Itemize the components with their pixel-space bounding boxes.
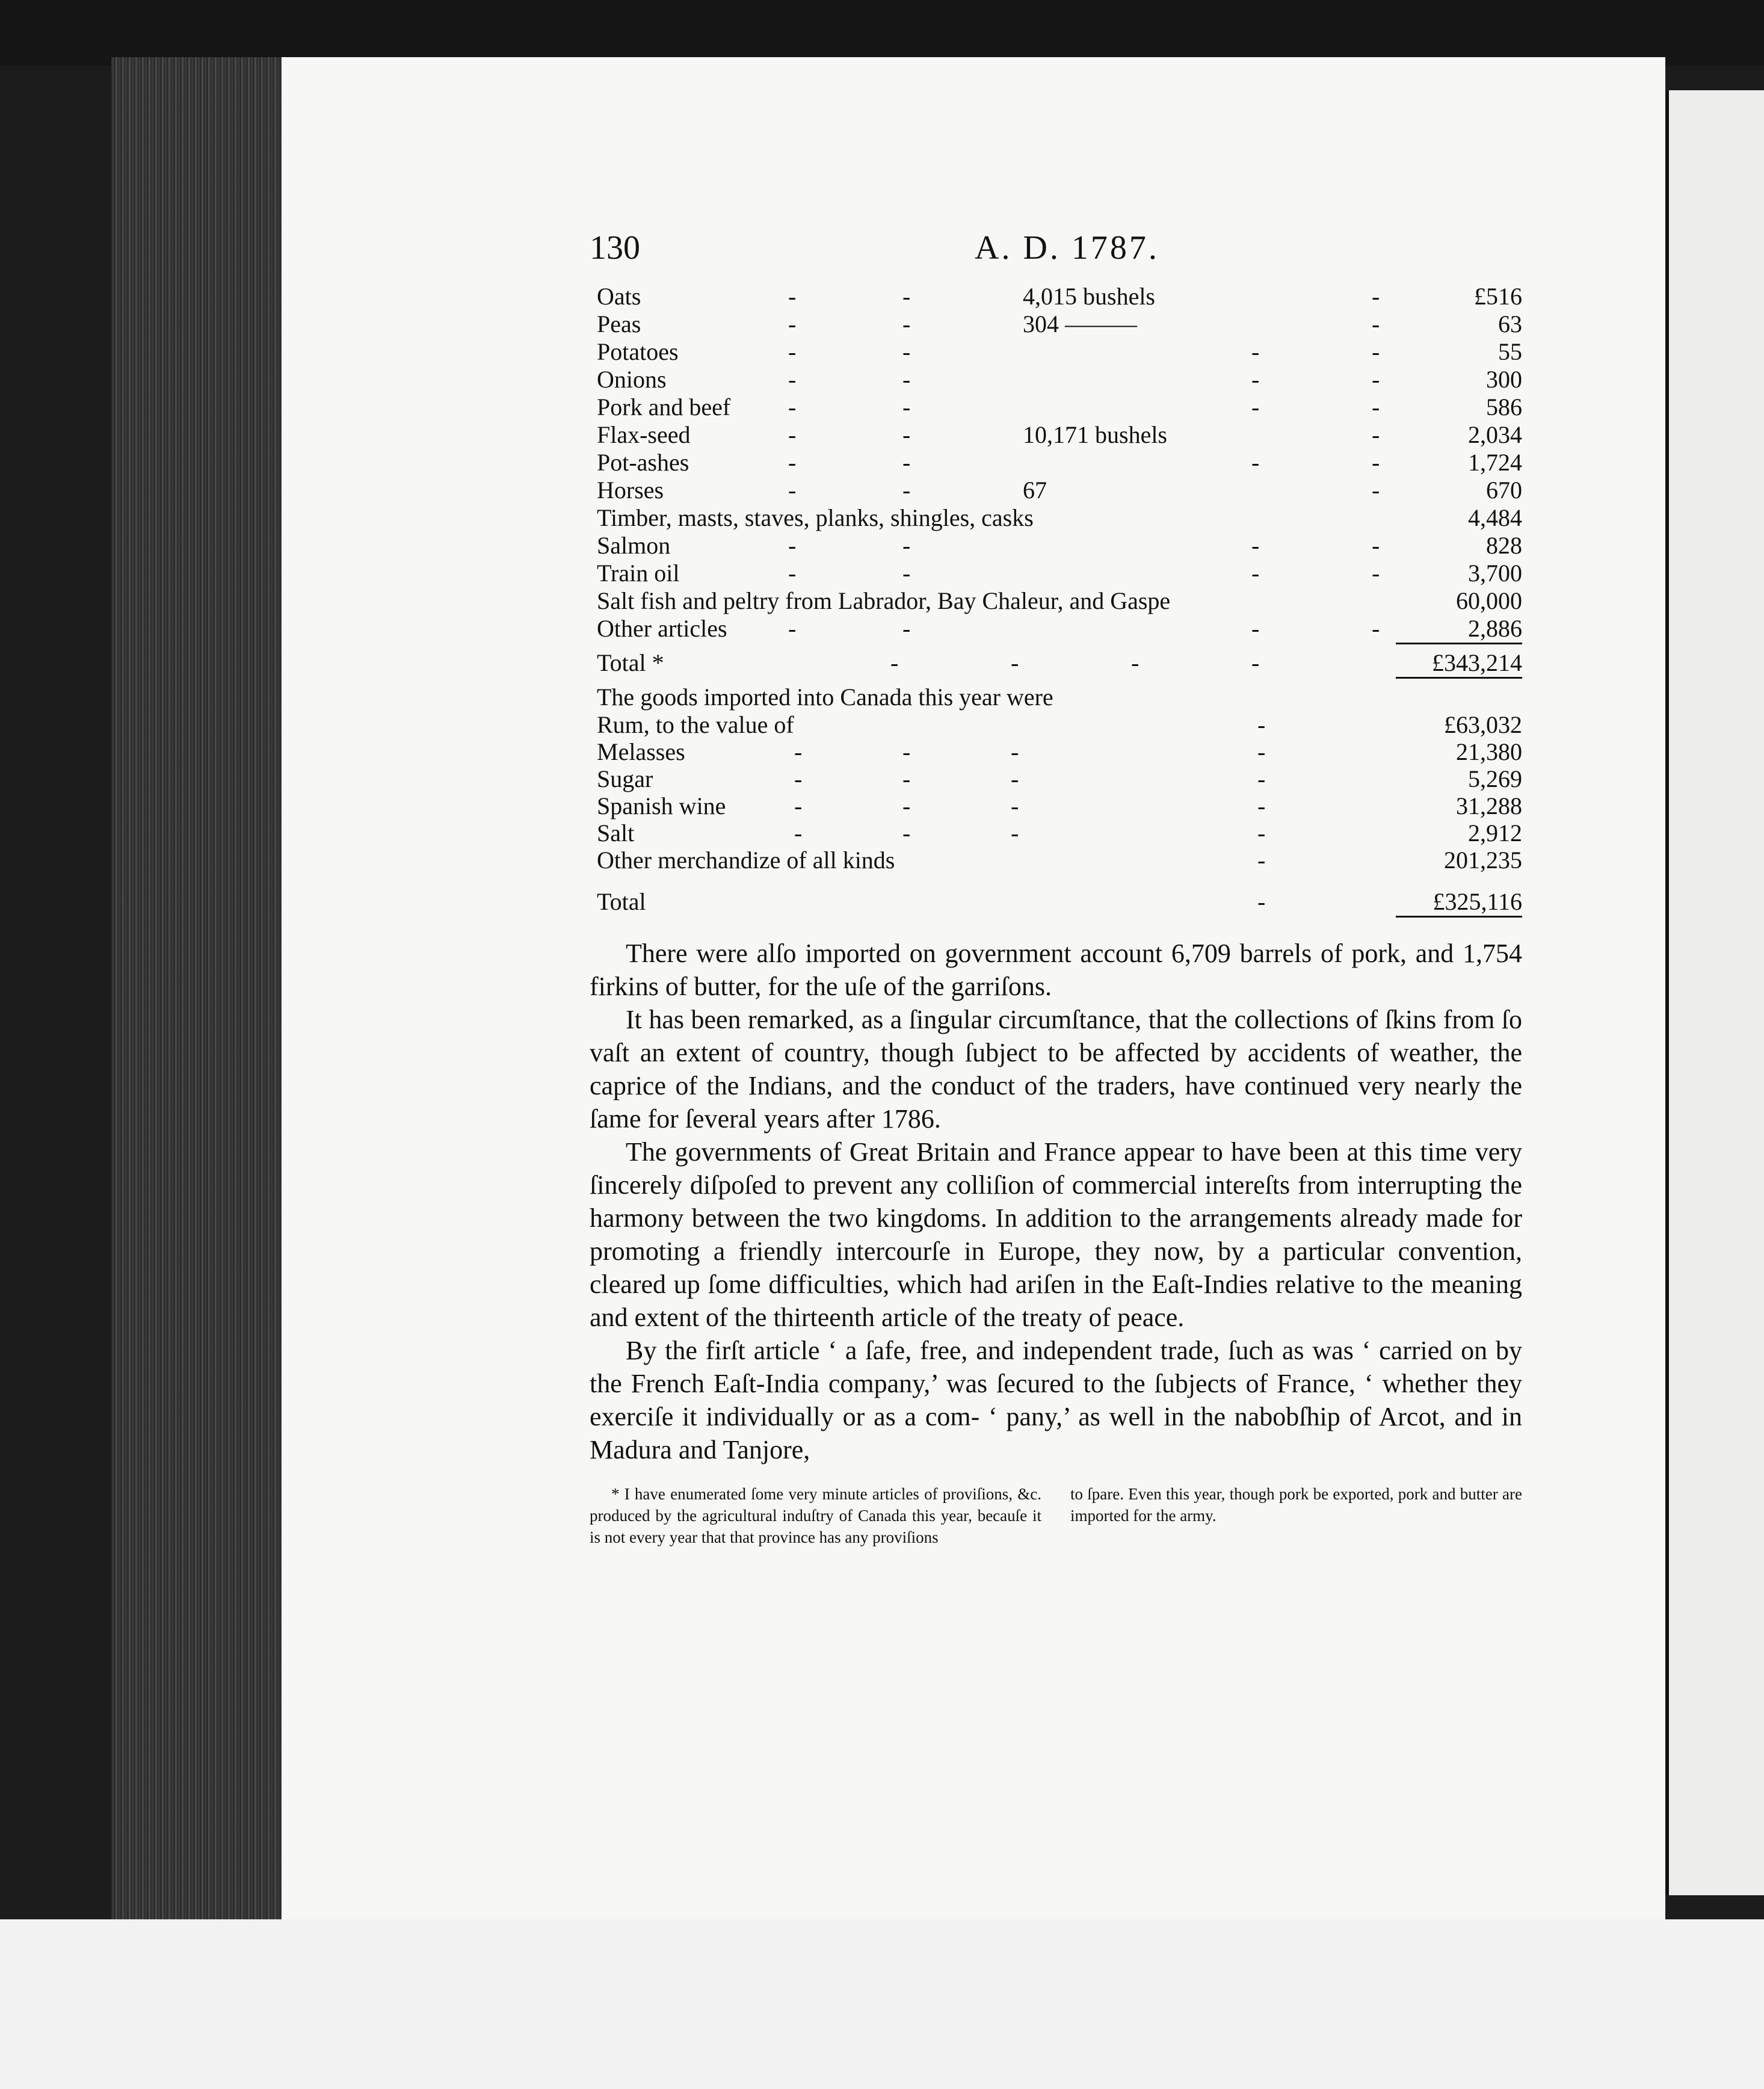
imports-intro-text: The goods imported into Canada this year were [597, 683, 1053, 711]
item-amount: 4,484 [1468, 504, 1522, 531]
dash: - [788, 393, 797, 421]
dash: - [1011, 792, 1019, 819]
item-amount: £63,032 [1444, 711, 1522, 738]
item-quantity: 304 ——— [1023, 310, 1137, 338]
dash: - [1251, 449, 1260, 476]
dash: - [1251, 615, 1260, 642]
book-spine [111, 57, 283, 1919]
dash: - [1372, 449, 1380, 476]
item-name: Melasses [597, 738, 685, 765]
dash: - [902, 310, 911, 338]
item-amount: 3,700 [1468, 560, 1522, 587]
dash: - [1251, 393, 1260, 421]
dash: - [902, 393, 911, 421]
dash: - [1372, 310, 1380, 338]
item-amount: 586 [1486, 393, 1522, 421]
dash: - [902, 615, 911, 642]
table-row [590, 738, 1522, 765]
dash: - [1251, 649, 1260, 676]
footnote [590, 1483, 1522, 1548]
total-rule [1396, 677, 1522, 683]
imports-total-row [590, 888, 1522, 916]
table-row [590, 504, 1522, 532]
item-name: Other merchandize of all kinds [597, 847, 895, 874]
item-amount: 201,235 [1444, 847, 1522, 874]
table-row [590, 338, 1522, 366]
item-quantity: 67 [1023, 477, 1047, 504]
item-amount: 55 [1498, 338, 1522, 365]
dash: - [1372, 477, 1380, 504]
item-name: Flax-seed [597, 421, 691, 448]
paragraph: There were alſo imported on government account 6,709 barrels of pork, and 1,754 firkins of butter, for the uſe of the garriſons. [590, 939, 1522, 1001]
table-row [590, 792, 1522, 819]
table-row [590, 477, 1522, 504]
dash: - [1257, 847, 1266, 874]
dash: - [794, 819, 803, 847]
dash: - [788, 477, 797, 504]
paragraph: The governments of Great Britain and France appear to have been at this time very ſincerely diſpoſed to prevent any colliſion of commercial intereſts from interrupting the harmony between the two kingdoms. In addition to the arrangements already made for promoting a friendly intercourſe in Europe, they now, by a particular convention, cleared up ſome difficulties, which had ariſen in the Eaſt-Indies relative to the meaning and extent of the thirteenth article of the treaty of peace. [590, 1137, 1522, 1332]
scan-border-bottom [0, 1919, 1764, 2089]
total-label: Total [597, 888, 646, 915]
dash: - [794, 765, 803, 792]
footnote-column-1: * I have enumerated ſome very minute articles of proviſions, &c. produced by the agricultural induſtry of Canada this year, becauſe it is not every year that that province has any proviſions [590, 1485, 1041, 1546]
item-name: Salmon [597, 532, 671, 559]
dash: - [902, 792, 911, 819]
dash: - [788, 338, 797, 365]
dash: - [902, 366, 911, 393]
dash: - [1372, 421, 1380, 448]
item-name: Spanish wine [597, 792, 726, 819]
dash: - [902, 560, 911, 587]
dash: - [890, 649, 899, 676]
dash: - [902, 338, 911, 365]
dash: - [794, 738, 803, 765]
dash: - [1257, 819, 1266, 847]
item-name: Salt fish and peltry from Labrador, Bay Chaleur, and Gaspe [597, 587, 1171, 614]
total-rule [1396, 643, 1522, 649]
total-amount: £325,116 [1432, 888, 1522, 915]
dash: - [902, 765, 911, 792]
dash: - [902, 421, 911, 448]
dash: - [1372, 615, 1380, 642]
item-name: Sugar [597, 765, 653, 792]
body-text [590, 937, 1522, 1466]
imports-intro [590, 683, 1522, 711]
imports-table [590, 711, 1522, 874]
dash: - [902, 532, 911, 559]
item-amount: 1,724 [1468, 449, 1522, 476]
table-row [590, 711, 1522, 738]
dash: - [1251, 532, 1260, 559]
footnote-column-2: to ſpare. Even this year, though pork be exported, pork and butter are imported for the army. [1070, 1485, 1522, 1525]
table-row [590, 310, 1522, 338]
dash: - [1257, 738, 1266, 765]
dash: - [788, 560, 797, 587]
dash: - [788, 283, 797, 310]
dash: - [788, 366, 797, 393]
page-number: 130 [590, 229, 640, 267]
dash: - [1372, 338, 1380, 365]
item-name: Salt [597, 819, 635, 847]
dash: - [1372, 560, 1380, 587]
dash: - [1251, 560, 1260, 587]
total-label: Total * [597, 649, 664, 676]
dash: - [1372, 393, 1380, 421]
item-name: Potatoes [597, 338, 679, 365]
dash: - [788, 615, 797, 642]
item-quantity: 10,171 bushels [1023, 421, 1167, 448]
running-head: A. D. 1787. [975, 229, 1159, 267]
item-name: Pork and beef [597, 393, 731, 421]
table-row [590, 560, 1522, 587]
item-name: Oats [597, 283, 641, 310]
scan-border-top [0, 0, 1764, 66]
item-amount: 828 [1486, 532, 1522, 559]
dash: - [1011, 649, 1019, 676]
dash: - [1372, 366, 1380, 393]
dash: - [1257, 792, 1266, 819]
table-row [590, 765, 1522, 792]
dash: - [1011, 765, 1019, 792]
table-row [590, 532, 1522, 560]
table-row [590, 449, 1522, 477]
dash: - [788, 532, 797, 559]
item-amount: 2,034 [1468, 421, 1522, 448]
exports-total-row [590, 649, 1522, 677]
dash: - [1011, 738, 1019, 765]
item-amount: 21,380 [1456, 738, 1522, 765]
table-row [590, 283, 1522, 310]
dash: - [1372, 283, 1380, 310]
dash: - [1251, 338, 1260, 365]
item-amount: 2,886 [1468, 615, 1522, 642]
item-amount: 300 [1486, 366, 1522, 393]
table-row [590, 587, 1522, 615]
item-name: Horses [597, 477, 664, 504]
item-name: Timber, masts, staves, planks, shingles, casks [597, 504, 1034, 531]
item-amount: 2,912 [1468, 819, 1522, 847]
table-row [590, 847, 1522, 874]
dash: - [794, 792, 803, 819]
item-name: Onions [597, 366, 667, 393]
item-amount: 63 [1498, 310, 1522, 338]
dash: - [1131, 649, 1140, 676]
item-amount: 60,000 [1456, 587, 1522, 614]
dash: - [1257, 765, 1266, 792]
page-header [590, 229, 1522, 283]
dash: - [902, 449, 911, 476]
page-content [590, 229, 1522, 1548]
item-name: Train oil [597, 560, 680, 587]
total-amount: £343,214 [1432, 649, 1522, 676]
item-amount: 31,288 [1456, 792, 1522, 819]
table-row [590, 393, 1522, 421]
item-name: Other articles [597, 615, 727, 642]
dash: - [902, 283, 911, 310]
facing-page-edge [1665, 90, 1764, 1895]
item-name: Peas [597, 310, 641, 338]
dash: - [1372, 532, 1380, 559]
dash: - [1257, 888, 1266, 915]
table-row [590, 366, 1522, 393]
dash: - [1257, 711, 1266, 738]
item-amount: 5,269 [1468, 765, 1522, 792]
item-name: Pot-ashes [597, 449, 689, 476]
dash: - [788, 310, 797, 338]
item-name: Rum, to the value of [597, 711, 794, 738]
table-row [590, 819, 1522, 847]
dash: - [902, 819, 911, 847]
dash: - [902, 477, 911, 504]
table-row [590, 615, 1522, 643]
dash: - [788, 421, 797, 448]
total-rule [1396, 916, 1522, 922]
exports-table [590, 283, 1522, 643]
paragraph: It has been remarked, as a ſingular circumſtance, that the collections of ſkins from ſo vaſt an extent of country, though ſubject to be affected by accidents of weather, the caprice of the Indians, and the conduct of the traders, have continued very nearly the ſame for ſeveral years after 1786. [590, 1005, 1522, 1134]
item-amount: £516 [1474, 283, 1522, 310]
item-quantity: 4,015 bushels [1023, 283, 1155, 310]
paragraph: By the firſt article ‘ a ſafe, free, and independent trade, ſuch as was ‘ carried on by the French Eaſt-India company,’ was ſecured to the ſubjects of France, ‘ whether they exerciſe it individually or as a com- ‘ pany,’ as well in the nabobſhip of Arcot, and in Madura and Tanjore, [590, 1336, 1522, 1464]
item-amount: 670 [1486, 477, 1522, 504]
dash: - [902, 738, 911, 765]
dash: - [1011, 819, 1019, 847]
dash: - [1251, 366, 1260, 393]
table-row [590, 421, 1522, 449]
dash: - [788, 449, 797, 476]
